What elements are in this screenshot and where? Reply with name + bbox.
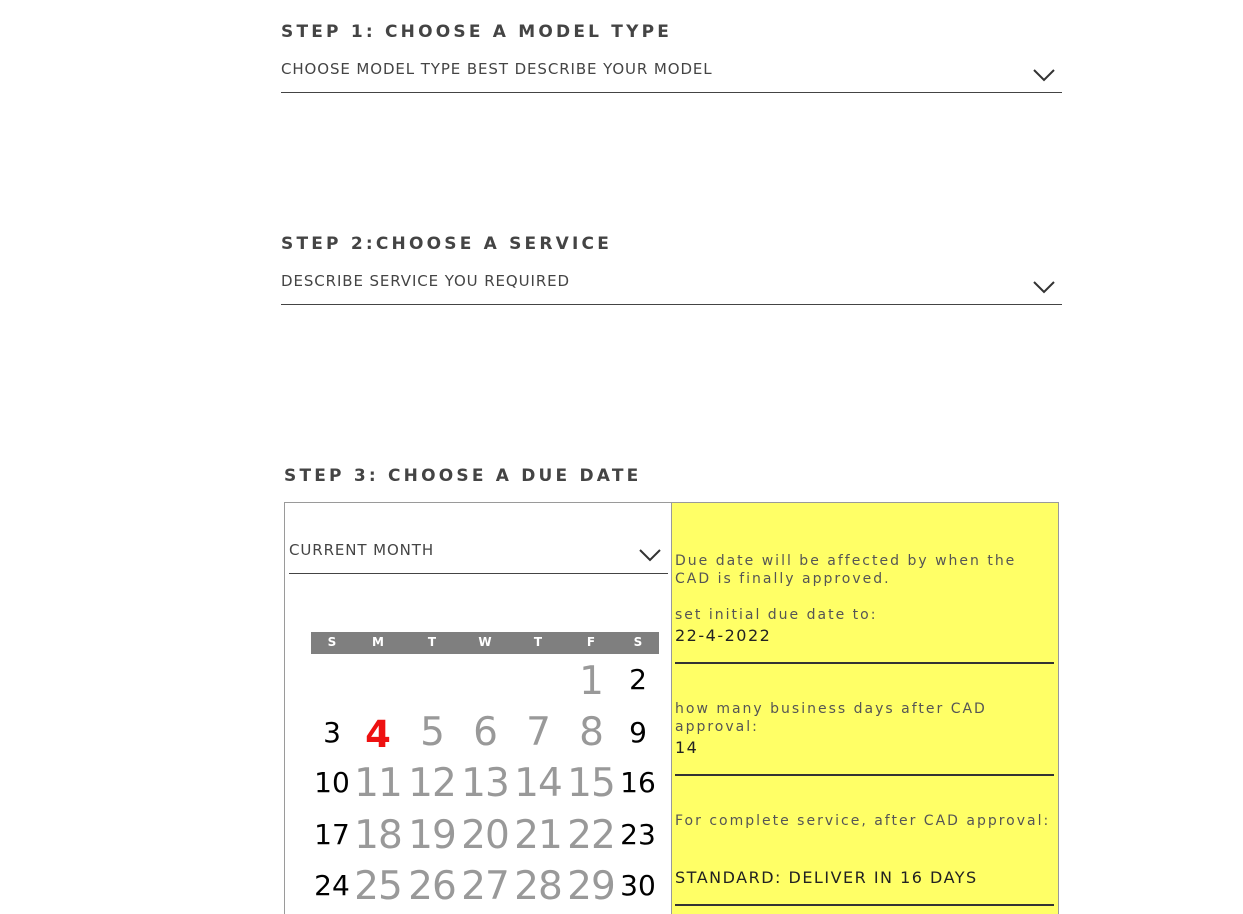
calendar-day-19[interactable]: 19 (408, 813, 456, 858)
calendar-day-23[interactable]: 23 (620, 818, 656, 851)
initial-due-underline (675, 662, 1054, 664)
calendar-day-28[interactable]: 28 (514, 864, 562, 909)
calendar-day-4[interactable]: 4 (365, 713, 391, 756)
calendar-day-21[interactable]: 21 (514, 813, 562, 858)
calendar-day-29[interactable]: 29 (567, 864, 615, 909)
business-days-underline (675, 774, 1054, 776)
calendar-day-9[interactable]: 9 (629, 716, 647, 749)
calendar-day-30[interactable]: 30 (620, 869, 656, 902)
calendar-day-3[interactable]: 3 (323, 716, 341, 749)
due-date-note: Due date will be affected by when the CAD is finally approved. (675, 553, 1017, 587)
service-select[interactable] (281, 272, 1062, 305)
calendar-day-18[interactable]: 18 (354, 813, 402, 858)
business-days-value[interactable]: 14 (675, 738, 699, 757)
calendar-day-24[interactable]: 24 (314, 869, 350, 902)
chevron-down-icon (1032, 68, 1056, 82)
weekday-label: S (327, 635, 337, 649)
complete-service-label: For complete service, after CAD approval: (675, 813, 1051, 829)
step2-heading: STEP 2:CHOOSE A SERVICE (281, 234, 613, 254)
weekday-label: T (427, 635, 437, 649)
chevron-down-icon (638, 548, 662, 562)
weekday-label: M (372, 635, 384, 649)
calendar-day-25[interactable]: 25 (354, 864, 402, 909)
calendar-day-7[interactable]: 7 (526, 710, 550, 755)
calendar-day-10[interactable]: 10 (314, 766, 350, 799)
weekday-header (311, 632, 659, 654)
calendar-day-8[interactable]: 8 (579, 710, 603, 755)
weekday-label: S (633, 635, 643, 649)
model-type-select[interactable] (281, 60, 1062, 93)
calendar-day-27[interactable]: 27 (461, 864, 509, 909)
weekday-label: F (586, 635, 596, 649)
complete-service-value: STANDARD: DELIVER IN 16 DAYS (675, 868, 978, 887)
service-select-value: DESCRIBE SERVICE YOU REQUIRED (281, 272, 570, 290)
initial-due-label: set initial due date to: (675, 607, 878, 623)
calendar-day-15[interactable]: 15 (567, 761, 615, 806)
calendar-day-20[interactable]: 20 (461, 813, 509, 858)
step3-heading: STEP 3: CHOOSE A DUE DATE (284, 466, 642, 486)
month-select-value: CURRENT MONTH (289, 541, 435, 559)
complete-service-underline (675, 904, 1054, 906)
initial-due-value[interactable]: 22-4-2022 (675, 626, 772, 645)
business-days-label: how many business days after CAD approval: (675, 701, 987, 735)
calendar-day-26[interactable]: 26 (408, 864, 456, 909)
calendar-day-1[interactable]: 1 (579, 659, 603, 704)
calendar-day-5[interactable]: 5 (420, 710, 444, 755)
chevron-down-icon (1032, 280, 1056, 294)
calendar-day-6[interactable]: 6 (473, 710, 497, 755)
calendar-day-22[interactable]: 22 (567, 813, 615, 858)
calendar-day-13[interactable]: 13 (461, 761, 509, 806)
calendar-day-16[interactable]: 16 (620, 766, 656, 799)
calendar-day-14[interactable]: 14 (514, 761, 562, 806)
month-select[interactable] (289, 541, 668, 574)
step1-heading: STEP 1: CHOOSE A MODEL TYPE (281, 22, 673, 42)
calendar-day-17[interactable]: 17 (314, 818, 350, 851)
weekday-label: W (478, 635, 492, 649)
model-type-select-value: CHOOSE MODEL TYPE BEST DESCRIBE YOUR MODEL (281, 60, 713, 78)
calendar-day-2[interactable]: 2 (629, 663, 647, 696)
calendar-day-12[interactable]: 12 (408, 761, 456, 806)
calendar-day-11[interactable]: 11 (354, 761, 402, 806)
weekday-label: T (533, 635, 543, 649)
